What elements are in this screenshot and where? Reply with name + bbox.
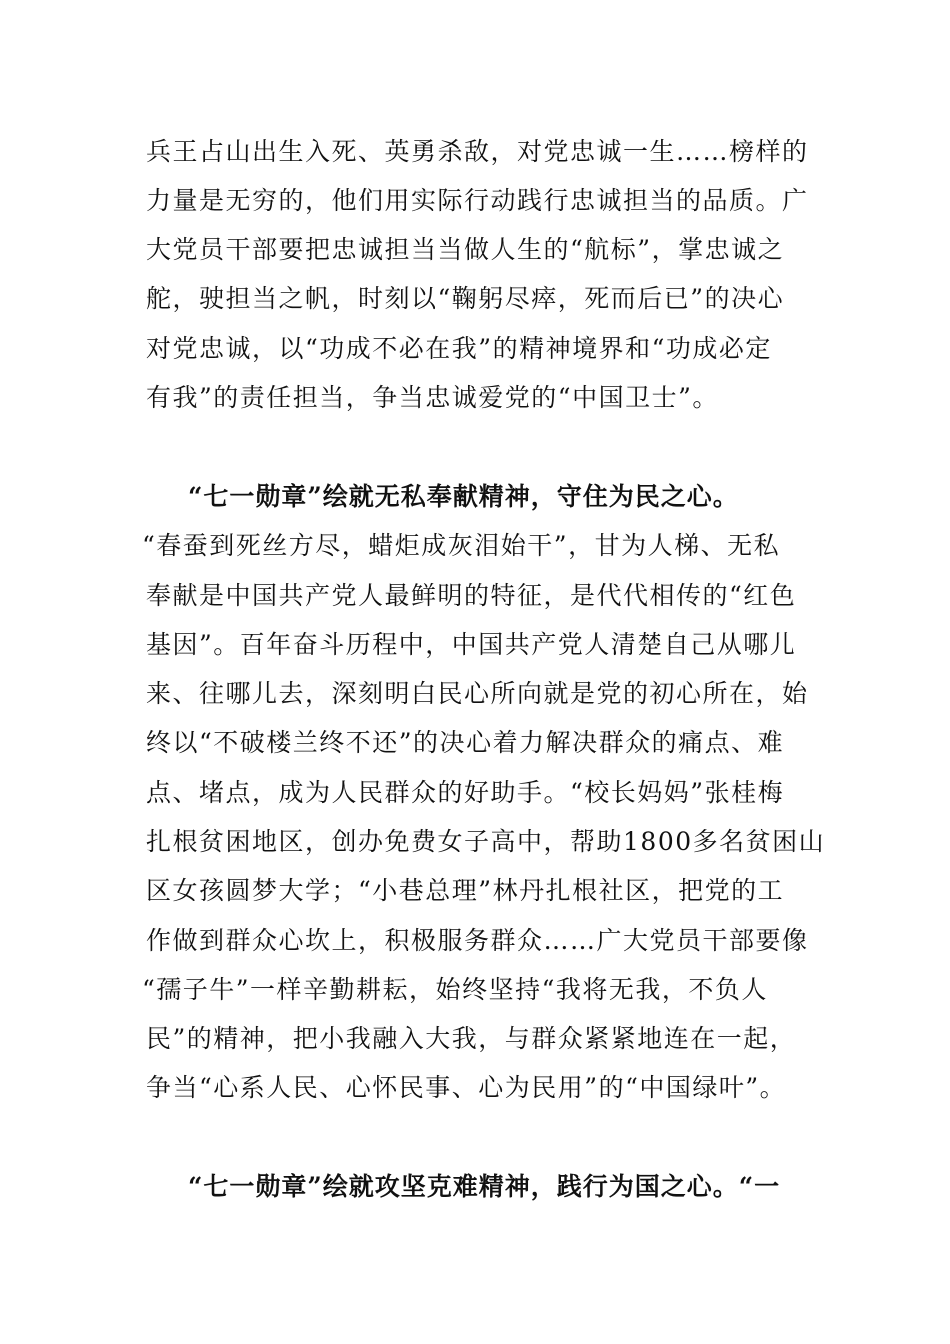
paragraph-line: 对党忠诚，以“功成不必在我”的精神境界和“功成必定 (146, 334, 772, 363)
paragraph-line: 兵王占山出生入死、英勇杀敌，对党忠诚一生……榜样的 (146, 137, 809, 166)
section-heading: “七一勋章”绘就攻坚克难精神，践行为国之心。“一 (188, 1172, 781, 1201)
paragraph-line: “孺子牛”一样辛勤耕耘，始终坚持“我将无我，不负人 (142, 975, 768, 1004)
paragraph-line: 作做到群众心坎上，积极服务群众……广大党员干部要像 (146, 926, 809, 955)
paragraph-line: 区女孩圆梦大学；“小巷总理”林丹扎根社区，把党的工 (146, 876, 785, 905)
paragraph-line: 来、往哪儿去，深刻明白民心所向就是党的初心所在，始 (146, 679, 809, 708)
paragraph-line: 有我”的责任担当，争当忠诚爱党的“中国卫士”。 (146, 383, 719, 412)
paragraph-line: 点、堵点，成为人民群众的好助手。“校长妈妈”张桂梅 (146, 778, 785, 807)
paragraph-line: 力量是无穷的，他们用实际行动践行忠诚担当的品质。广 (146, 186, 809, 215)
paragraph-line: 终以“不破楼兰终不还”的决心着力解决群众的痛点、难 (146, 728, 785, 757)
paragraph-line: 民”的精神，把小我融入大我，与群众紧紧地连在一起， (146, 1024, 797, 1053)
paragraph-line: 奉献是中国共产党人最鲜明的特征，是代代相传的“红色 (146, 581, 797, 610)
paragraph-line: 扎根贫困地区，创办免费女子高中，帮助1800多名贫困山 (146, 827, 826, 856)
paragraph-line: 争当“心系人民、心怀民事、心为民用”的“中国绿叶”。 (146, 1073, 787, 1102)
paragraph-line: 基因”。百年奋斗历程中，中国共产党人清楚自己从哪儿 (146, 630, 797, 659)
paragraph-line: 大党员干部要把忠诚担当当做人生的“航标”，掌忠诚之 (146, 235, 785, 264)
paragraph-line: 舵，驶担当之帆，时刻以“鞠躬尽瘁，死而后已”的决心 (146, 284, 785, 313)
section-heading: “七一勋章”绘就无私奉献精神，守住为民之心。 (188, 482, 739, 511)
paragraph-line: “春蚕到死丝方尽，蜡炬成灰泪始干”，甘为人梯、无私 (142, 531, 781, 560)
